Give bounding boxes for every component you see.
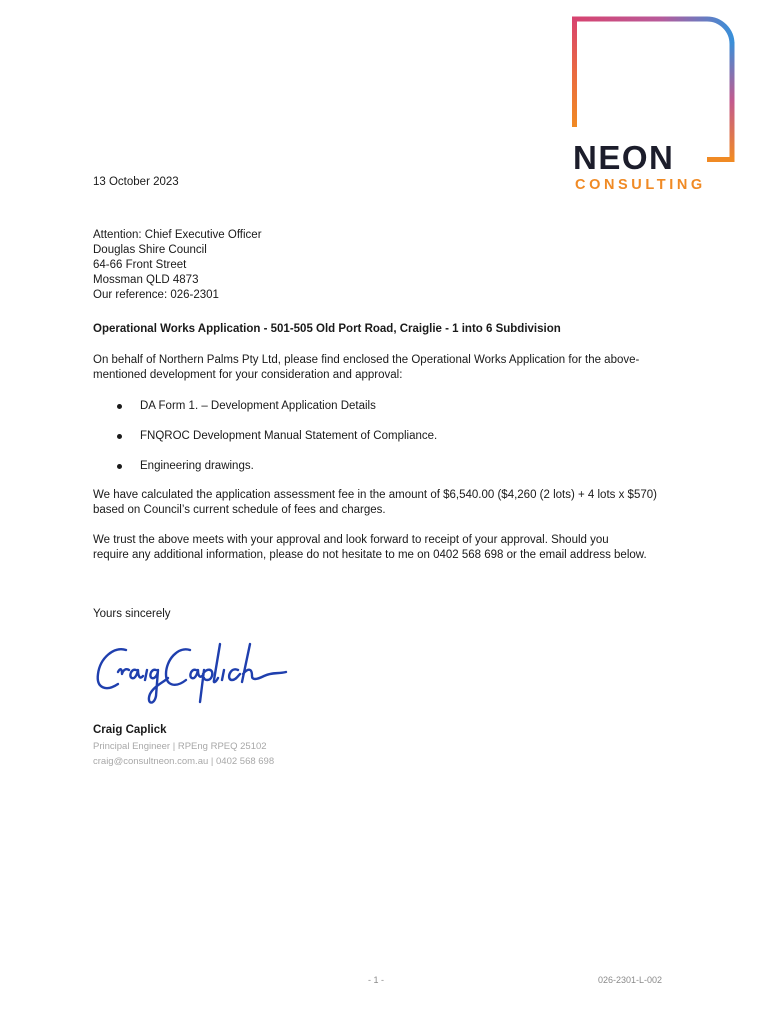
valediction: Yours sincerely [93, 608, 171, 620]
recipient-organization: Douglas Shire Council [93, 244, 207, 256]
closing-line-1: We trust the above meets with your approval and look forward to receipt of your approval. Should you [93, 534, 609, 546]
fee-paragraph [93, 488, 657, 518]
logo-wordmark-consulting: CONSULTING [575, 177, 706, 193]
signatory-contact: craig@consultneon.com.au | 0402 568 698 [93, 756, 275, 767]
recipient-city: Mossman QLD 4873 [93, 274, 199, 286]
bullet-icon [117, 434, 122, 439]
our-reference: Our reference: 026-2301 [93, 289, 219, 301]
company-logo [567, 14, 739, 193]
recipient-address [93, 228, 262, 303]
handwritten-signature [92, 636, 292, 716]
list-item-text: DA Form 1. – Development Application Details [140, 400, 376, 412]
bullet-icon [117, 464, 122, 469]
attention-line: Attention: Chief Executive Officer [93, 229, 262, 241]
intro-line-1: On behalf of Northern Palms Pty Ltd, please find enclosed the Operational Works Application for the above- [93, 354, 640, 366]
document-reference: 026-2301-L-002 [598, 975, 663, 985]
page-number: - 1 - [368, 975, 385, 985]
signatory-name: Craig Caplick [93, 724, 167, 736]
signature-drawing [92, 636, 292, 716]
intro-line-2: mentioned development for your consideration and approval: [93, 369, 403, 381]
logo-wordmark-neon: NEON [573, 139, 675, 176]
signatory-title: Principal Engineer | RPEng RPEQ 25102 [93, 741, 267, 752]
intro-paragraph [93, 353, 639, 383]
fee-line-1: We have calculated the application assessment fee in the amount of $6,540.00 ($4,260 (2 lots) + 4 lots x $570) [93, 489, 657, 501]
letter-date: 13 October 2023 [93, 176, 179, 188]
list-item-text: FNQROC Development Manual Statement of Compliance. [140, 430, 438, 442]
recipient-street: 64-66 Front Street [93, 259, 187, 271]
closing-line-2: require any additional information, please do not hesitate to me on 0402 568 698 or the email address below. [93, 549, 647, 561]
letter-subject: Operational Works Application - 501-505 Old Port Road, Craiglie - 1 into 6 Subdivision [93, 323, 561, 335]
list-item-text: Engineering drawings. [140, 460, 254, 472]
closing-paragraph [93, 533, 647, 563]
bullet-icon [117, 404, 122, 409]
fee-line-2: based on Council’s current schedule of fees and charges. [93, 504, 386, 516]
